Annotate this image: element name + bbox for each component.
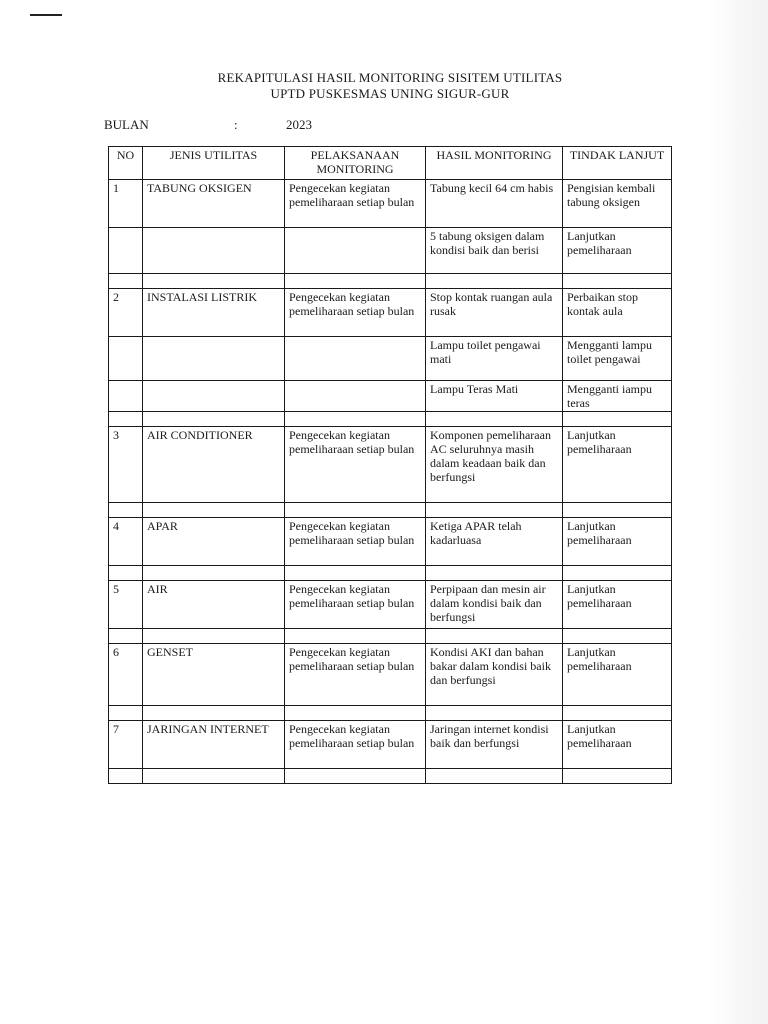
cell-pelaksanaan: Pengecekan kegiatan pemeliharaan setiap bulan (285, 180, 426, 228)
cell-jenis: INSTALASI LISTRIK (143, 289, 285, 337)
spacer-row (109, 274, 672, 289)
cell-jenis: JARINGAN INTERNET (143, 721, 285, 769)
cell-tindak: Lanjutkan pemeliharaan (563, 427, 672, 503)
cell-hasil: Komponen pemeliharaan AC seluruhnya masih dalam keadaan baik dan berfungsi (426, 427, 563, 503)
scan-edge-shade (708, 0, 768, 1024)
header-hasil: HASIL MONITORING (426, 147, 563, 180)
cell-tindak: Mengganti iampu teras (563, 381, 672, 412)
table-row (109, 180, 672, 228)
document-title: REKAPITULASI HASIL MONITORING SISITEM UTILITAS (217, 70, 563, 85)
monitoring-table (108, 146, 672, 784)
cell-hasil: Kondisi AKI dan bahan bakar dalam kondisi baik dan berfungsi (426, 644, 563, 706)
cell-jenis: GENSET (143, 644, 285, 706)
cell-pelaksanaan: Pengecekan kegiatan pemeliharaan setiap bulan (285, 427, 426, 503)
table-row (109, 289, 672, 337)
cell-hasil: Jaringan internet kondisi baik dan berfungsi (426, 721, 563, 769)
table-row (109, 337, 672, 381)
header-jenis-utilitas: JENIS UTILITAS (143, 147, 285, 180)
corner-mark (30, 14, 62, 16)
cell-tindak: Pengisian kembali tabung oksigen (563, 180, 672, 228)
cell-no: 7 (109, 721, 143, 769)
table-row (109, 427, 672, 503)
cell-no: 3 (109, 427, 143, 503)
spacer-row (109, 412, 672, 427)
cell-hasil: Lampu Teras Mati (426, 381, 563, 412)
table-row (109, 721, 672, 769)
table-row (109, 644, 672, 706)
spacer-row (109, 503, 672, 518)
cell-hasil: Tabung kecil 64 cm habis (426, 180, 563, 228)
table-row (109, 228, 672, 274)
cell-jenis (143, 228, 285, 274)
cell-pelaksanaan: Pengecekan kegiatan pemeliharaan setiap bulan (285, 721, 426, 769)
table-row (109, 581, 672, 629)
header-no: NO (109, 147, 143, 180)
cell-hasil: Ketiga APAR telah kadarluasa (426, 518, 563, 566)
cell-tindak: Perbaikan stop kontak aula (563, 289, 672, 337)
cell-tindak: Lanjutkan pemeliharaan (563, 644, 672, 706)
cell-pelaksanaan (285, 228, 426, 274)
cell-jenis: TABUNG OKSIGEN (143, 180, 285, 228)
spacer-row (109, 629, 672, 644)
header-tindak-lanjut: TINDAK LANJUT (563, 147, 672, 180)
cell-hasil: Lampu toilet pengawai mati (426, 337, 563, 381)
cell-tindak: Lanjutkan pemeliharaan (563, 721, 672, 769)
cell-pelaksanaan (285, 337, 426, 381)
month-year: 2023 (286, 117, 312, 132)
cell-tindak: Mengganti lampu toilet pengawai (563, 337, 672, 381)
cell-no: 2 (109, 289, 143, 337)
cell-pelaksanaan: Pengecekan kegiatan pemeliharaan setiap bulan (285, 289, 426, 337)
cell-jenis: AIR CONDITIONER (143, 427, 285, 503)
cell-hasil: Stop kontak ruangan aula rusak (426, 289, 563, 337)
month-colon: : (234, 117, 238, 132)
spacer-row (109, 769, 672, 784)
cell-pelaksanaan: Pengecekan kegiatan pemeliharaan setiap bulan (285, 518, 426, 566)
cell-no (109, 228, 143, 274)
cell-no (109, 381, 143, 412)
cell-tindak: Lanjutkan pemeliharaan (563, 228, 672, 274)
cell-jenis: APAR (143, 518, 285, 566)
cell-hasil: 5 tabung oksigen dalam kondisi baik dan berisi (426, 228, 563, 274)
cell-jenis (143, 381, 285, 412)
table-row (109, 381, 672, 412)
cell-no: 4 (109, 518, 143, 566)
cell-hasil: Perpipaan dan mesin air dalam kondisi baik dan berfungsi (426, 581, 563, 629)
spacer-row (109, 566, 672, 581)
cell-pelaksanaan: Pengecekan kegiatan pemeliharaan setiap bulan (285, 581, 426, 629)
cell-no: 1 (109, 180, 143, 228)
cell-no: 6 (109, 644, 143, 706)
cell-no (109, 337, 143, 381)
header-pelaksanaan: PELAKSANAAN MONITORING (285, 147, 426, 180)
cell-pelaksanaan: Pengecekan kegiatan pemeliharaan setiap bulan (285, 644, 426, 706)
month-label: BULAN (104, 117, 149, 132)
cell-no: 5 (109, 581, 143, 629)
cell-jenis: AIR (143, 581, 285, 629)
spacer-row (109, 706, 672, 721)
table-header-row (109, 147, 672, 180)
cell-pelaksanaan (285, 381, 426, 412)
document-subtitle: UPTD PUSKESMAS UNING SIGUR-GUR (270, 86, 510, 101)
cell-tindak: Lanjutkan pemeliharaan (563, 518, 672, 566)
table-row (109, 518, 672, 566)
cell-jenis (143, 337, 285, 381)
cell-tindak: Lanjutkan pemeliharaan (563, 581, 672, 629)
